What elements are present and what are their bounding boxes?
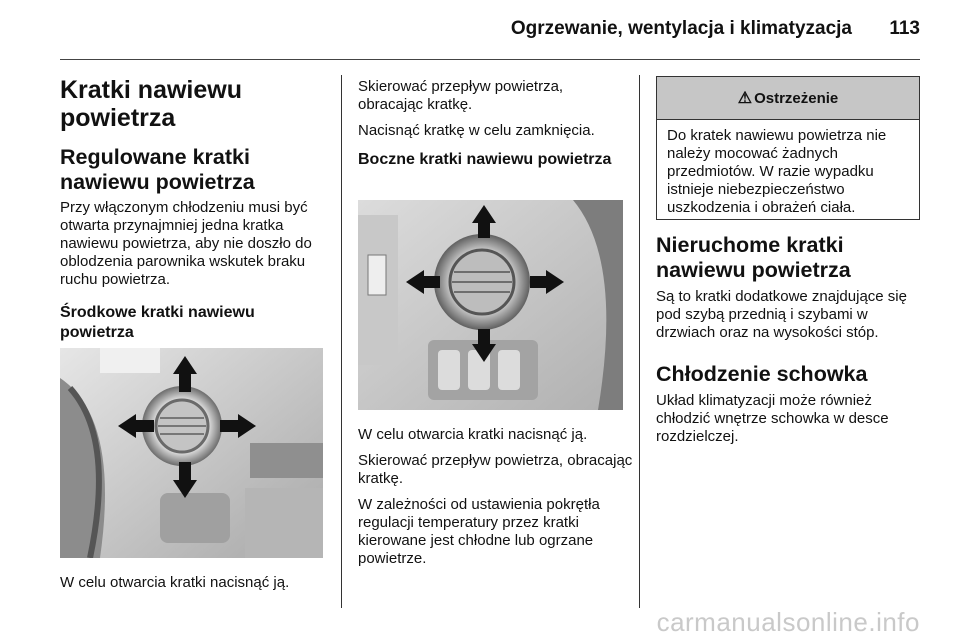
paragraph: Skierować przepływ powietrza, obracając kratkę. <box>358 452 633 487</box>
photo-caption: W celu otwarcia kratki nacisnąć ją. <box>358 426 588 443</box>
running-header: Ogrzewanie, wentylacja i klimatyzacja <box>510 18 852 39</box>
column-left <box>60 76 328 343</box>
column-divider <box>341 75 342 608</box>
page-number: 113 <box>889 18 920 39</box>
subsection-title: Chłodzenie schowka <box>656 362 868 386</box>
subsection-title: Nieruchome kratki nawiewu powietrza <box>656 233 851 282</box>
warning-text: Do kratek nawiewu powietrza nie należy mocować żadnych przedmiotów. W razie wypadku istnieje niebezpieczeństwo uszkodzenia i obrażeń ciała. <box>667 127 887 216</box>
warning-title: Ostrzeżenie <box>754 89 839 107</box>
photo-caption: W celu otwarcia kratki nacisnąć ją. <box>60 574 290 591</box>
subheading: Boczne kratki nawiewu powietrza <box>358 151 612 168</box>
paragraph: W zależności od ustawienia pokrętła regulacji temperatury przez kratki kierowane jest chłodne lub ogrzane powietrze. <box>358 496 600 567</box>
paragraph: Skierować przepływ powietrza, obracając kratkę. <box>358 78 564 113</box>
paragraph: Są to kratki dodatkowe znajdujące się pod szybą przednią i szybami w drzwiach oraz na wysokości stóp. <box>656 288 907 341</box>
paragraph: Nacisnąć kratkę w celu zamknięcia. <box>358 122 595 139</box>
warning-header <box>657 77 919 120</box>
center-vent-photo <box>60 348 323 558</box>
paragraph: Układ klimatyzacji może również chłodzić wnętrze schowka w desce rozdzielczej. <box>656 392 889 445</box>
column-middle <box>358 78 628 170</box>
side-vent-photo <box>358 200 623 410</box>
watermark: carmanualsonline.info <box>656 607 920 637</box>
subheading: Środkowe kratki nawiewu powietrza <box>60 304 255 341</box>
column-divider <box>639 75 640 608</box>
warning-triangle-icon: ⚠ <box>737 90 753 107</box>
paragraph: Przy włączonym chłodzeniu musi być otwarta przynajmniej jedna kratka nawiewu powietrza, aby nie doszło do oblodzenia parownika wskutek braku ruchu powietrza. <box>60 199 312 288</box>
column-middle-lower <box>358 426 633 568</box>
subsection-title: Regulowane kratki nawiewu powietrza <box>60 145 255 194</box>
section-title: Kratki nawiewu powietrza <box>60 76 242 132</box>
header-rule <box>60 59 920 60</box>
warning-box <box>656 76 920 220</box>
column-right <box>656 233 922 446</box>
